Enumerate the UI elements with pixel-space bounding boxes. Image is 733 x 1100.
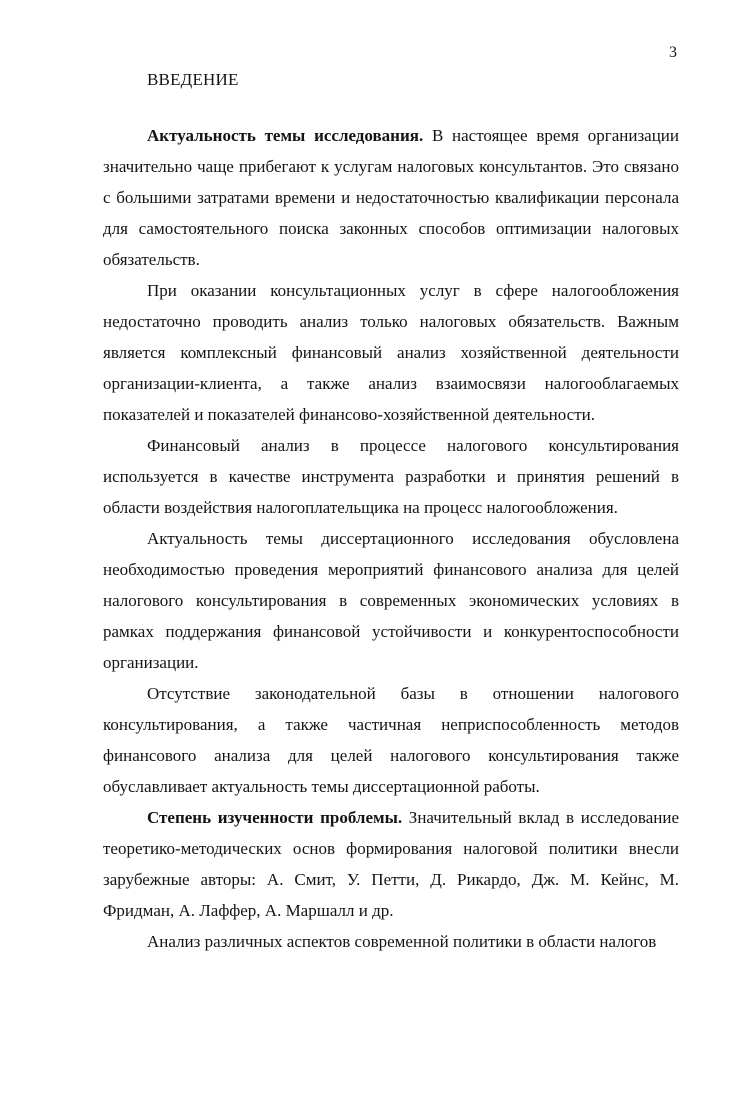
paragraph-legislative-base xyxy=(103,678,679,802)
paragraph-degree-of-study xyxy=(103,802,679,926)
paragraph-text: При оказании консультационных услуг в сфере налогообложения недостаточно проводить анализ только налоговых обязательств. Важным является комплексный финансовый анализ хозяйственной деятельности организации-клиента, а также анализ взаимосвязи налогооблагаемых показателей и показателей финансово-хозяйственной деятельности. xyxy=(103,281,679,424)
paragraph-text: Финансовый анализ в процессе налогового консультирования используется в качестве инструмента разработки и принятия решений в области воздействия налогоплательщика на процесс налогообложения. xyxy=(103,436,679,517)
paragraph-text: Отсутствие законодательной базы в отношении налогового консультирования, а также частичная неприспособленность методов финансового анализа для целей налогового консультирования также обуславливает актуальность темы диссертационной работы. xyxy=(103,684,679,796)
page-number: 3 xyxy=(669,44,677,61)
paragraph-consulting-services xyxy=(103,275,679,430)
paragraph-financial-analysis xyxy=(103,430,679,523)
paragraph-lead: Актуальность темы исследования. xyxy=(147,126,424,145)
paragraph-text: Актуальность темы диссертационного исследования обусловлена необходимостью проведения мероприятий финансового анализа для целей налогового консультирования в современных экономических условиях в рамках поддержания финансовой устойчивости и конкурентоспособности организации. xyxy=(103,529,679,672)
paragraph-text: В настоящее время организации значительно чаще прибегают к услугам налоговых консультантов. Это связано с большими затратами времени и недостаточностью квалификации персонала для самостоятельного поиска законных способов оптимизации налоговых обязательств. xyxy=(103,126,679,269)
paragraph-analysis-aspects xyxy=(103,926,679,957)
section-heading: ВВЕДЕНИЕ xyxy=(147,70,239,89)
paragraph-lead: Степень изученности проблемы. xyxy=(147,808,403,827)
body-text xyxy=(103,120,679,957)
paragraph-dissertation-relevance xyxy=(103,523,679,678)
paragraph-text: Анализ различных аспектов современной политики в области налогов xyxy=(147,932,657,951)
paragraph-relevance xyxy=(103,120,679,275)
paragraph-text: Значительный вклад в исследование теоретико-методических основ формирования налоговой политики внесли зарубежные авторы: А. Смит, У. Петти, Д. Рикардо, Дж. М. Кейнс, М. Фридман, А. Лаффер, А. Маршалл и др. xyxy=(103,808,679,920)
